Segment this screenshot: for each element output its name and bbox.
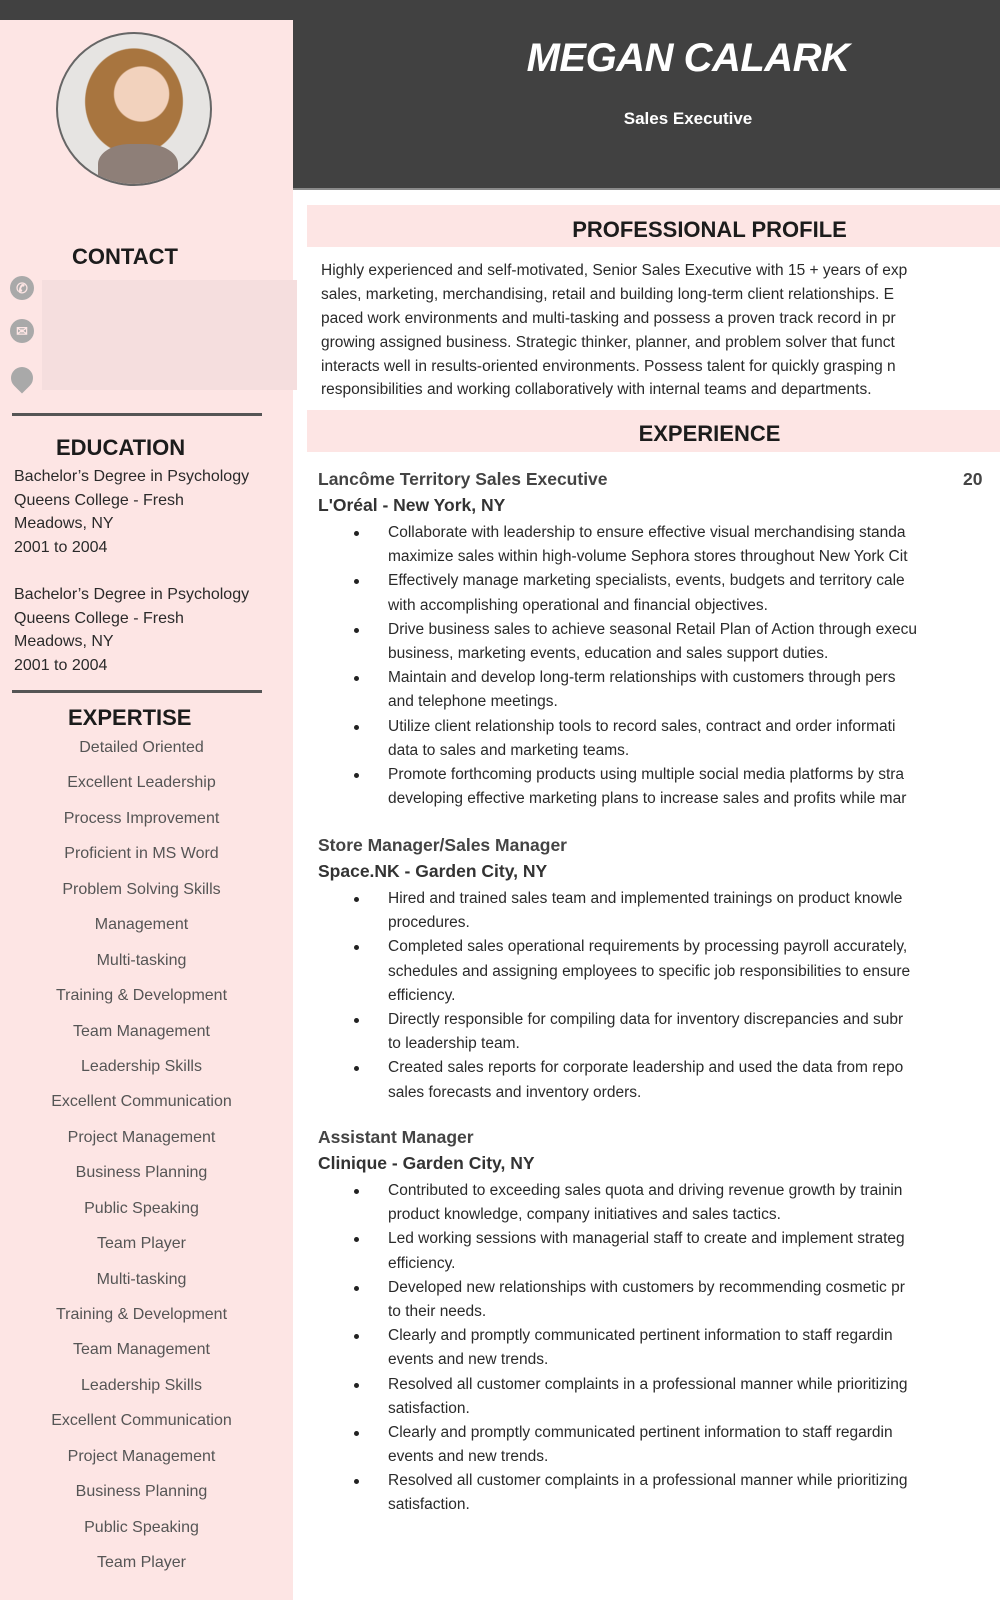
candidate-role: Sales Executive: [623, 109, 753, 128]
bullet-dot-icon: [354, 1479, 359, 1484]
expertise-item: Business Planning: [75, 1483, 208, 1501]
expertise-item: Training & Development: [55, 1306, 228, 1323]
job-title: Lancôme Territory Sales Executive: [318, 469, 608, 489]
contact-heading: CONTACT: [72, 244, 178, 269]
phone-icon: ✆: [10, 276, 34, 300]
candidate-name: MEGAN CALARK: [526, 36, 850, 80]
bullet-line: Hired and trained sales team and implemented trainings on product knowle: [388, 890, 903, 907]
bullet-item: [350, 1276, 1000, 1324]
job-company: Clinique - Garden City, NY: [318, 1153, 535, 1173]
bullet-item: [350, 1373, 1000, 1421]
bullet-line: procedures.: [388, 914, 470, 932]
education-line: Queens College - Fresh: [14, 491, 184, 509]
bullet-item: [350, 569, 1000, 617]
bullet-item: [350, 715, 1000, 763]
expertise-list: [0, 730, 283, 1581]
expertise-item: Leadership Skills: [81, 1057, 202, 1075]
bullet-line: data to sales and marketing teams.: [388, 741, 630, 759]
bullet-line: and telephone meetings.: [388, 693, 558, 711]
bullet-dot-icon: [354, 1237, 359, 1242]
bullet-item: [350, 763, 1000, 811]
contact-redacted-box: [42, 280, 297, 390]
education-entry: [14, 465, 249, 559]
expertise-item: Excellent Communication: [51, 1412, 232, 1430]
education-line: 2001 to 2004: [14, 538, 108, 556]
bullet-line: business, marketing events, education and sales support duties.: [388, 644, 829, 662]
bullet-dot-icon: [354, 1066, 359, 1071]
expertise-item: Public Speaking: [84, 1518, 199, 1536]
education-line: Bachelor’s Degree in Psychology: [14, 468, 250, 485]
bullet-line: Resolved all customer complaints in a professional manner while prioritizing: [388, 1375, 908, 1393]
bullet-line: Maintain and develop long-term relationships with customers through pers: [388, 669, 896, 687]
expertise-item: Project Management: [67, 1447, 216, 1465]
bullet-line: Clearly and promptly communicated pertinent information to staff regardin: [388, 1327, 893, 1345]
bullet-dot-icon: [354, 676, 359, 681]
header-banner: [293, 0, 1000, 190]
bullet-line: satisfaction.: [388, 1399, 470, 1417]
expertise-item: Multi-tasking: [96, 1270, 187, 1288]
profile-line: paced work environments and multi-tasking and possess a proven track record in pr: [321, 309, 896, 327]
bullet-line: Created sales reports for corporate leadership and used the data from repo: [388, 1059, 904, 1077]
expertise-heading: EXPERTISE: [68, 705, 192, 730]
expertise-item: Proficient in MS Word: [64, 845, 219, 863]
education-line: Queens College - Fresh: [14, 609, 184, 627]
bullet-line: Completed sales operational requirements by processing payroll accurately,: [388, 938, 908, 956]
bullet-line: maximize sales within high-volume Sephora stores throughout New York Cit: [388, 548, 908, 566]
expertise-item: Project Management: [67, 1128, 216, 1146]
bullet-line: Clearly and promptly communicated pertinent information to staff regardin: [388, 1423, 893, 1441]
education-heading: EDUCATION: [56, 435, 186, 460]
profile-heading: PROFESSIONAL PROFILE: [572, 217, 847, 242]
experience-heading: EXPERIENCE: [638, 421, 781, 446]
job-date: 20: [963, 469, 983, 489]
expertise-item: Process Improvement: [63, 809, 220, 827]
bullet-dot-icon: [354, 1431, 359, 1436]
bullet-line: to leadership team.: [388, 1035, 520, 1053]
bullet-line: schedules and assigning employees to specific job responsibilities to ensure: [388, 962, 911, 980]
job-bullets: [350, 521, 1000, 811]
expertise-item: Detailed Oriented: [79, 739, 204, 756]
expertise-item: Multi-tasking: [96, 951, 187, 969]
bullet-item: [350, 1008, 1000, 1056]
job-bullets: [350, 1179, 1000, 1518]
expertise-item: Excellent Leadership: [67, 774, 216, 792]
bullet-item: [350, 935, 1000, 1008]
bullet-line: with accomplishing operational and financial objectives.: [388, 596, 768, 614]
bullet-line: events and new trends.: [388, 1448, 549, 1466]
bullet-line: satisfaction.: [388, 1496, 470, 1514]
bullet-line: product knowledge, company initiatives and sales tactics.: [388, 1206, 781, 1224]
bullet-line: developing effective marketing plans to increase sales and profits while mar: [388, 790, 907, 808]
bullet-item: [350, 887, 1000, 935]
bullet-dot-icon: [354, 773, 359, 778]
profile-line: Highly experienced and self-motivated, Senior Sales Executive with 15 + years of exp: [321, 262, 908, 279]
expertise-item: Business Planning: [75, 1164, 208, 1182]
expertise-item: Team Management: [73, 1341, 210, 1359]
bullet-line: Utilize client relationship tools to record sales, contract and order informati: [388, 717, 896, 735]
expertise-item: Excellent Communication: [51, 1093, 232, 1111]
bullet-dot-icon: [354, 945, 359, 950]
job-title: Assistant Manager: [318, 1127, 474, 1147]
profile-line: interacts well in results-oriented environments. Possess talent for quickly grasping n: [321, 357, 896, 375]
education-line: Meadows, NY: [14, 515, 114, 533]
bullet-dot-icon: [354, 579, 359, 584]
email-icon: ✉: [10, 319, 34, 343]
job-title: Store Manager/Sales Manager: [318, 835, 567, 855]
divider: [12, 690, 262, 693]
expertise-item: Team Player: [97, 1235, 186, 1253]
job-bullets: [350, 887, 1000, 1105]
bullet-dot-icon: [354, 725, 359, 730]
bullet-line: sales forecasts and inventory orders.: [388, 1083, 642, 1101]
bullet-item: [350, 1056, 1000, 1104]
expertise-item: Training & Development: [55, 987, 228, 1005]
bullet-dot-icon: [354, 1334, 359, 1339]
bullet-line: Promote forthcoming products using multiple social media platforms by stra: [388, 765, 905, 783]
bullet-line: efficiency.: [388, 1254, 456, 1272]
expertise-item: Management: [94, 916, 189, 934]
bullet-dot-icon: [354, 1286, 359, 1291]
profile-summary: [321, 259, 1000, 402]
bullet-item: [350, 1421, 1000, 1469]
bullet-dot-icon: [354, 1189, 359, 1194]
bullet-line: Developed new relationships with customers by recommending cosmetic pr: [388, 1278, 905, 1296]
bullet-line: Effectively manage marketing specialists, events, budgets and territory cale: [388, 572, 905, 590]
job-company: L'Oréal - New York, NY: [318, 495, 506, 515]
bullet-item: [350, 666, 1000, 714]
bullet-line: Drive business sales to achieve seasonal Retail Plan of Action through execu: [388, 620, 918, 638]
bullet-dot-icon: [354, 1018, 359, 1023]
expertise-item: Leadership Skills: [81, 1376, 202, 1394]
profile-photo: [56, 32, 212, 186]
education-line: Meadows, NY: [14, 633, 114, 651]
bullet-dot-icon: [354, 628, 359, 633]
bullet-item: [350, 1469, 1000, 1517]
expertise-item: Team Player: [97, 1554, 186, 1572]
bullet-item: [350, 521, 1000, 569]
expertise-item: Problem Solving Skills: [62, 880, 221, 898]
education-entry: [14, 583, 249, 677]
bullet-line: Contributed to exceeding sales quota and driving revenue growth by trainin: [388, 1182, 903, 1199]
bullet-line: Led working sessions with managerial staff to create and implement strateg: [388, 1230, 905, 1248]
bullet-item: [350, 1179, 1000, 1227]
bullet-line: Resolved all customer complaints in a professional manner while prioritizing: [388, 1472, 908, 1490]
expertise-item: Team Management: [73, 1022, 210, 1040]
bullet-item: [350, 1324, 1000, 1372]
education-line: 2001 to 2004: [14, 656, 108, 674]
bullet-item: [350, 1227, 1000, 1275]
bullet-dot-icon: [354, 897, 359, 902]
bullet-line: efficiency.: [388, 986, 456, 1004]
education-line: Bachelor’s Degree in Psychology: [14, 586, 250, 603]
bullet-line: Collaborate with leadership to ensure effective visual merchandising standa: [388, 524, 906, 541]
bullet-line: events and new trends.: [388, 1351, 549, 1369]
bullet-line: to their needs.: [388, 1302, 487, 1320]
bullet-item: [350, 618, 1000, 666]
bullet-dot-icon: [354, 1383, 359, 1388]
bullet-line: Directly responsible for compiling data for inventory discrepancies and subr: [388, 1010, 904, 1028]
expertise-item: Public Speaking: [84, 1199, 199, 1217]
profile-line: growing assigned business. Strategic thinker, planner, and problem solver that funct: [321, 333, 895, 351]
job-company: Space.NK - Garden City, NY: [318, 861, 548, 881]
profile-line: sales, marketing, merchandising, retail and building long-term client relationships. E: [321, 285, 894, 303]
profile-line: responsibilities and working collaboratively with internal teams and departments.: [321, 381, 872, 399]
bullet-dot-icon: [354, 531, 359, 536]
divider: [12, 413, 262, 416]
